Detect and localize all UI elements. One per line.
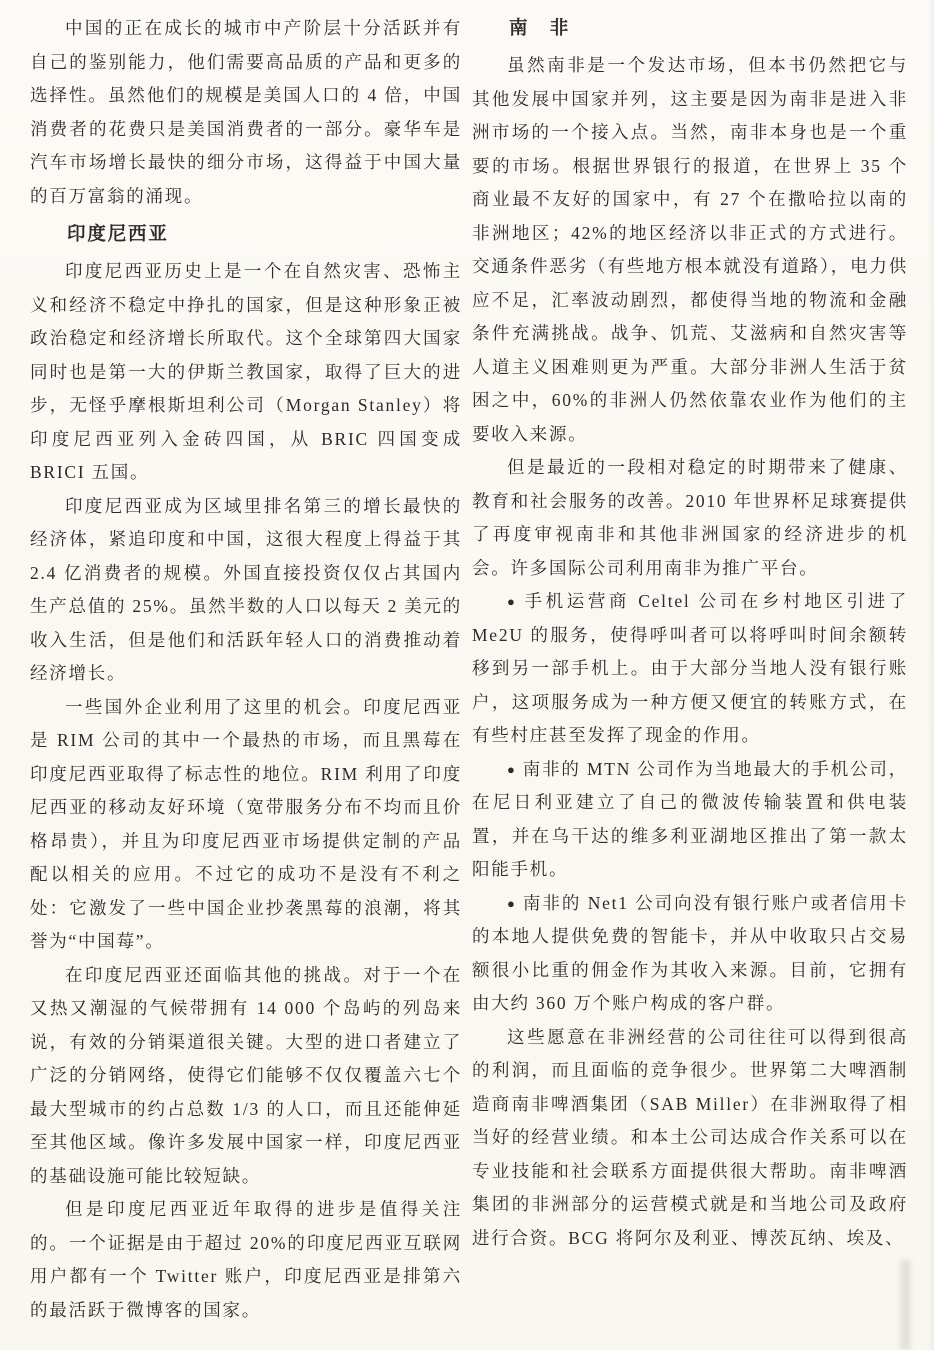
- bullet-item: ● 手机运营商 Celtel 公司在乡村地区引进了 Me2U 的服务，使得呼叫者可以将呼叫时间余额转移到另一部手机上。由于大部分当地人没有银行账户，这项服务成为一种方便又便宜的转账方式，在有些村庄甚至发挥了现金的作用。: [472, 591, 908, 745]
- body-paragraph: 中国的正在成长的城市中产阶层十分活跃并有自己的鉴别能力，他们需要高品质的产品和更多的选择性。虽然他们的规模是美国人口的 4 倍，中国消费者的花费只是美国消费者的一部分。豪华车是汽车市场增长最快的细分市场，这得益于中国大量的百万富翁的涌现。: [30, 18, 462, 206]
- bullet-icon: ●: [507, 895, 517, 911]
- bullet-icon: ●: [507, 594, 519, 609]
- body-paragraph: 在印度尼西亚还面临其他的挑战。对于一个在又热又潮湿的气候带拥有 14 000 个岛屿的列岛来说，有效的分销渠道很关键。大型的进口者建立了广泛的分销网络，使得它们能够不仅仅覆盖六七个最大型城市的约占总数 1/3 的人口，而且还能伸延至其他区域。像许多发展中国家一样，印度尼西亚的基础设施可能比较短缺。: [30, 964, 462, 1186]
- body-paragraph: 虽然南非是一个发达市场，但本书仍然把它与其他发展中国家并列，这主要是因为南非是进入非洲市场的一个接入点。当然，南非本身也是一个重要的市场。根据世界银行的报道，在世界上 35 个商业最不友好的国家中，有 27 个在撒哈拉以南的非洲地区；42%的地区经济以非正式的方式进行。交通条件恶劣（有些地方根本就没有道路），电力供应不足，汇率波动剧烈，都使得当地的物流和金融条件充满挑战。战争、饥荒、艾滋病和自然灾害等人道主义困难则更为严重。大部分非洲人生活于贫困之中，60%的非洲人仍然依靠农业作为他们的主要收入来源。: [472, 55, 908, 444]
- text-column-right: [472, 12, 908, 1255]
- body-paragraph: 但是印度尼西亚近年取得的进步是值得关注的。一个证据是由于超过 20%的印度尼西亚互联网用户都有一个 Twitter 账户，印度尼西亚是排第六的最活跃于微博客的国家。: [30, 1199, 462, 1320]
- body-paragraph: 印度尼西亚成为区域里排名第三的增长最快的经济体，紧追印度和中国，这很大程度上得益于其 2.4 亿消费者的规模。外国直接投资仅仅占其国内生产总值的 25%。虽然半数的人口以每天 2 美元的收入生活，但是他们和活跃年轻人口的消费推动着经济增长。: [30, 495, 462, 683]
- bullet-icon: ●: [507, 761, 517, 777]
- scan-artifact-bottom-right: [898, 1260, 912, 1350]
- section-heading: 南 非: [509, 18, 571, 39]
- text-column-left: [30, 12, 462, 1327]
- body-paragraph: 一些国外企业利用了这里的机会。印度尼西亚是 RIM 公司的其中一个最热的市场，而且黑莓在印度尼西亚取得了标志性的地位。RIM 利用了印度尼西亚的移动友好环境（宽带服务分布不均而且价格昂贵），并且为印度尼西亚市场提供定制的产品配以相关的应用。不过它的成功不是没有不利之处：它激发了一些中国企业抄袭黑莓的浪潮，将其誉为“中国莓”。: [30, 696, 462, 951]
- body-paragraph: 这些愿意在非洲经营的公司往往可以得到很高的利润，而且面临的竞争很少。世界第二大啤酒制造商南非啤酒集团（SAB Miller）在非洲取得了相当好的经营业绩。和本土公司达成合作关系可以在专业技能和社会联系方面提供很大帮助。南非啤酒集团的非洲部分的运营模式就是和当地公司及政府进行合资。BCG 将阿尔及利亚、博茨瓦纳、埃及、: [472, 1026, 908, 1248]
- section-heading: 印度尼西亚: [67, 224, 169, 245]
- bullet-item: ● 南非的 MTN 公司作为当地最大的手机公司，在尼日利亚建立了自己的微波传输装置和供电装置，并在乌干达的维多利亚湖地区推出了第一款太阳能手机。: [472, 758, 908, 879]
- scan-artifact-right-edge: [928, 0, 934, 1350]
- body-paragraph: 但是最近的一段相对稳定的时期带来了健康、教育和社会服务的改善。2010 年世界杯足球赛提供了再度审视南非和其他非洲国家的经济进步的机会。许多国际公司利用南非为推广平台。: [472, 457, 908, 578]
- body-paragraph: 印度尼西亚历史上是一个在自然灾害、恐怖主义和经济不稳定中挣扎的国家，但是这种形象正被政治稳定和经济增长所取代。这个全球第四大国家同时也是第一大的伊斯兰教国家，取得了巨大的进步，无怪乎摩根斯坦利公司（Morgan Stanley）将印度尼西亚列入金砖四国，从 BRIC 四国变成 BRICI 五国。: [30, 261, 462, 482]
- bullet-item: ● 南非的 Net1 公司向没有银行账户或者信用卡的本地人提供免费的智能卡，并从中收取只占交易额很小比重的佣金作为其收入来源。目前，它拥有由大约 360 万个账户构成的客户群。: [472, 892, 908, 1013]
